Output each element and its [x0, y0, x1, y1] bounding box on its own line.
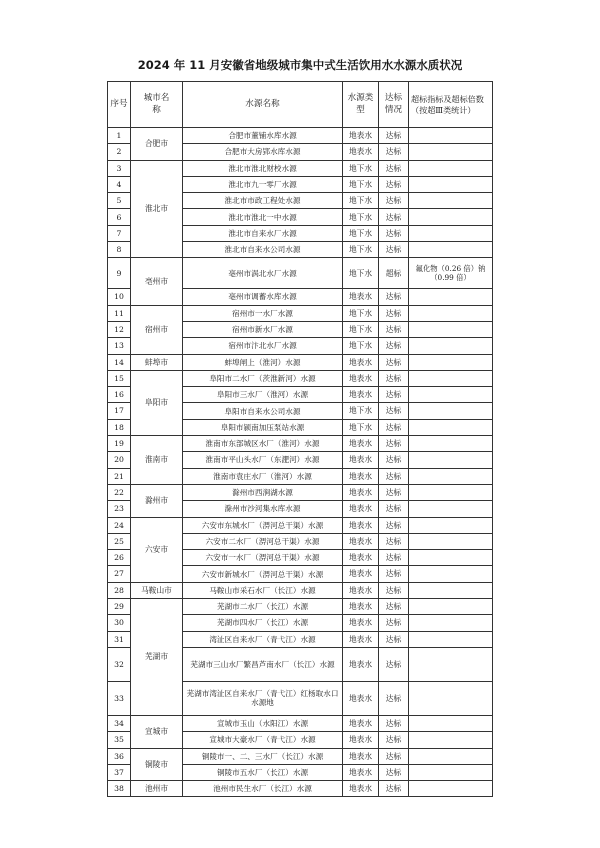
city-name: 芜湖市: [131, 599, 183, 716]
status-value: 达标: [379, 681, 409, 715]
water-quality-table: [107, 81, 493, 797]
source-type: 地下水: [343, 193, 379, 209]
source-type: 地表水: [343, 533, 379, 549]
row-number: 21: [108, 468, 131, 484]
source-type: 地表水: [343, 631, 379, 647]
source-type: 地下水: [343, 305, 379, 321]
source-type: 地下水: [343, 225, 379, 241]
source-type: 地下水: [343, 209, 379, 225]
exceed-note: [409, 305, 493, 321]
source-name: 六安市新城水厂（淠河总干渠）水源: [183, 566, 343, 582]
exceed-note: [409, 289, 493, 305]
exceed-note: [409, 193, 493, 209]
source-type: 地表水: [343, 128, 379, 144]
source-type: 地表水: [343, 764, 379, 780]
row-number: 11: [108, 305, 131, 321]
row-number: 36: [108, 748, 131, 764]
source-type: 地表水: [343, 647, 379, 681]
table-row: [108, 517, 493, 533]
exceed-note: [409, 436, 493, 452]
source-type: 地表水: [343, 781, 379, 797]
row-number: 29: [108, 599, 131, 615]
source-type: 地表水: [343, 501, 379, 517]
source-name: 芜湖市四水厂（长江）水源: [183, 615, 343, 631]
row-number: 1: [108, 128, 131, 144]
row-number: 19: [108, 436, 131, 452]
status-value: 达标: [379, 715, 409, 731]
source-name: 淮南市平山头水厂（东淝河）水源: [183, 452, 343, 468]
row-number: 20: [108, 452, 131, 468]
source-type: 地表水: [343, 436, 379, 452]
source-type: 地表水: [343, 550, 379, 566]
exceed-note: [409, 468, 493, 484]
row-number: 33: [108, 681, 131, 715]
status-value: 达标: [379, 225, 409, 241]
source-name: 蚌埠闸上（淮河）水源: [183, 354, 343, 370]
status-value: 达标: [379, 615, 409, 631]
exceed-note: [409, 321, 493, 337]
status-value: 达标: [379, 403, 409, 419]
row-number: 8: [108, 242, 131, 258]
row-number: 22: [108, 484, 131, 500]
exceed-note: [409, 550, 493, 566]
exceed-note: [409, 582, 493, 598]
city-name: 滁州市: [131, 484, 183, 517]
source-type: 地表水: [343, 615, 379, 631]
header-row: [108, 82, 493, 128]
exceed-note: [409, 387, 493, 403]
source-type: 地下水: [343, 242, 379, 258]
city-name: 亳州市: [131, 258, 183, 305]
exceed-note: [409, 338, 493, 354]
source-type: 地表水: [343, 484, 379, 500]
city-name: 铜陵市: [131, 748, 183, 781]
source-type: 地表水: [343, 732, 379, 748]
city-name: 六安市: [131, 517, 183, 582]
row-number: 30: [108, 615, 131, 631]
status-value: 达标: [379, 242, 409, 258]
status-value: 达标: [379, 176, 409, 192]
exceed-note: [409, 209, 493, 225]
source-type: 地表水: [343, 517, 379, 533]
status-value: 达标: [379, 338, 409, 354]
row-number: 24: [108, 517, 131, 533]
source-name: 阜阳市自来水公司水源: [183, 403, 343, 419]
exceed-note: [409, 631, 493, 647]
row-number: 27: [108, 566, 131, 582]
source-type: 地表水: [343, 354, 379, 370]
source-name: 池州市民生水厂（长江）水源: [183, 781, 343, 797]
source-name: 宣城市大豪水厂（青弋江）水源: [183, 732, 343, 748]
row-number: 5: [108, 193, 131, 209]
source-name: 阜阳市二水厂（茨淮新河）水源: [183, 370, 343, 386]
source-type: 地表水: [343, 387, 379, 403]
source-type: 地下水: [343, 338, 379, 354]
status-value: 达标: [379, 533, 409, 549]
row-number: 13: [108, 338, 131, 354]
exceed-note: [409, 452, 493, 468]
source-name: 亳州市涡北水厂水源: [183, 258, 343, 289]
status-value: 达标: [379, 566, 409, 582]
row-number: 9: [108, 258, 131, 289]
row-number: 17: [108, 403, 131, 419]
exceed-note: [409, 501, 493, 517]
source-name: 合肥市大房郢水库水源: [183, 144, 343, 160]
row-number: 2: [108, 144, 131, 160]
source-name: 马鞍山市采石水厂（长江）水源: [183, 582, 343, 598]
exceed-note: [409, 732, 493, 748]
exceed-note: [409, 354, 493, 370]
table-body: [108, 128, 493, 797]
header-exceed: 超标指标及超标倍数（按超Ⅲ类统计）: [409, 82, 493, 128]
status-value: 达标: [379, 764, 409, 780]
source-type: 地下水: [343, 419, 379, 435]
status-value: 达标: [379, 305, 409, 321]
city-name: 宣城市: [131, 715, 183, 748]
exceed-note: [409, 533, 493, 549]
status-value: 达标: [379, 631, 409, 647]
source-type: 地表水: [343, 468, 379, 484]
source-name: 湾沚区自来水厂（青弋江）水源: [183, 631, 343, 647]
exceed-note: [409, 715, 493, 731]
source-type: 地下水: [343, 160, 379, 176]
source-name: 滁州市西涧湖水源: [183, 484, 343, 500]
source-type: 地表水: [343, 748, 379, 764]
table-row: [108, 160, 493, 176]
source-name: 淮北市淮北一中水源: [183, 209, 343, 225]
status-value: 达标: [379, 452, 409, 468]
row-number: 15: [108, 370, 131, 386]
table-row: [108, 258, 493, 289]
source-name: 滁州市沙河集水库水源: [183, 501, 343, 517]
exceed-note: [409, 647, 493, 681]
header-source: 水源名称: [183, 82, 343, 128]
source-type: 地表水: [343, 566, 379, 582]
source-type: 地下水: [343, 176, 379, 192]
row-number: 16: [108, 387, 131, 403]
source-type: 地表水: [343, 582, 379, 598]
source-type: 地下水: [343, 258, 379, 289]
table-row: [108, 305, 493, 321]
status-value: 达标: [379, 468, 409, 484]
source-name: 宣城市玉山（水阳江）水源: [183, 715, 343, 731]
row-number: 37: [108, 764, 131, 780]
row-number: 35: [108, 732, 131, 748]
exceed-note: [409, 566, 493, 582]
header-no: 序号: [108, 82, 131, 128]
row-number: 18: [108, 419, 131, 435]
exceed-note: [409, 144, 493, 160]
table-row: [108, 748, 493, 764]
status-value: 达标: [379, 748, 409, 764]
status-value: 达标: [379, 732, 409, 748]
table-row: [108, 715, 493, 731]
exceed-note: [409, 419, 493, 435]
row-number: 14: [108, 354, 131, 370]
city-name: 淮南市: [131, 436, 183, 485]
row-number: 31: [108, 631, 131, 647]
header-city: 城市名称: [131, 82, 183, 128]
status-value: 达标: [379, 354, 409, 370]
source-type: 地表水: [343, 599, 379, 615]
exceed-note: [409, 403, 493, 419]
row-number: 7: [108, 225, 131, 241]
status-value: 达标: [379, 321, 409, 337]
exceed-note: [409, 764, 493, 780]
row-number: 12: [108, 321, 131, 337]
status-value: 达标: [379, 193, 409, 209]
status-value: 达标: [379, 599, 409, 615]
exceed-note: [409, 681, 493, 715]
status-value: 达标: [379, 647, 409, 681]
status-value: 达标: [379, 419, 409, 435]
exceed-note: [409, 748, 493, 764]
table-row: [108, 436, 493, 452]
source-name: 铜陵市一、二、三水厂（长江）水源: [183, 748, 343, 764]
source-name: 亳州市调蓄水库水源: [183, 289, 343, 305]
status-value: 超标: [379, 258, 409, 289]
source-name: 淮北市自来水厂水源: [183, 225, 343, 241]
source-type: 地表水: [343, 370, 379, 386]
status-value: 达标: [379, 160, 409, 176]
status-value: 达标: [379, 781, 409, 797]
city-name: 淮北市: [131, 160, 183, 258]
table-row: [108, 484, 493, 500]
row-number: 26: [108, 550, 131, 566]
city-name: 蚌埠市: [131, 354, 183, 370]
status-value: 达标: [379, 582, 409, 598]
source-name: 阜阳市颍南加压泵站水源: [183, 419, 343, 435]
row-number: 32: [108, 647, 131, 681]
table-row: [108, 354, 493, 370]
source-name: 六安市一水厂（淠河总干渠）水源: [183, 550, 343, 566]
source-name: 芜湖市三山水厂繁昌芦南水厂（长江）水源: [183, 647, 343, 681]
source-name: 铜陵市五水厂（长江）水源: [183, 764, 343, 780]
source-name: 宿州市新水厂水源: [183, 321, 343, 337]
city-name: 阜阳市: [131, 370, 183, 435]
status-value: 达标: [379, 144, 409, 160]
source-type: 地下水: [343, 403, 379, 419]
row-number: 25: [108, 533, 131, 549]
status-value: 达标: [379, 387, 409, 403]
table-row: [108, 781, 493, 797]
row-number: 23: [108, 501, 131, 517]
city-name: 宿州市: [131, 305, 183, 354]
source-name: 宿州市一水厂水源: [183, 305, 343, 321]
status-value: 达标: [379, 289, 409, 305]
status-value: 达标: [379, 209, 409, 225]
status-value: 达标: [379, 501, 409, 517]
table-row: [108, 582, 493, 598]
status-value: 达标: [379, 128, 409, 144]
source-name: 宿州市汴北水厂水源: [183, 338, 343, 354]
row-number: 6: [108, 209, 131, 225]
row-number: 34: [108, 715, 131, 731]
source-name: 淮北市自来水公司水源: [183, 242, 343, 258]
source-name: 淮北市市政工程处水源: [183, 193, 343, 209]
exceed-note: [409, 484, 493, 500]
exceed-note: [409, 517, 493, 533]
header-type: 水源类型: [343, 82, 379, 128]
page-title: 2024 年 11 月安徽省地级城市集中式生活饮用水水源水质状况: [137, 58, 463, 72]
exceed-note: [409, 599, 493, 615]
source-name: 淮北市九一零厂水源: [183, 176, 343, 192]
exceed-note: [409, 225, 493, 241]
source-name: 淮北市淮北财校水源: [183, 160, 343, 176]
table-row: [108, 128, 493, 144]
source-name: 六安市东城水厂（淠河总干渠）水源: [183, 517, 343, 533]
table-row: [108, 599, 493, 615]
exceed-note: 氟化物（0.26 倍）钠（0.99 倍）: [409, 258, 493, 289]
exceed-note: [409, 370, 493, 386]
row-number: 10: [108, 289, 131, 305]
row-number: 3: [108, 160, 131, 176]
status-value: 达标: [379, 550, 409, 566]
exceed-note: [409, 160, 493, 176]
exceed-note: [409, 781, 493, 797]
source-name: 淮南市袁庄水厂（淮河）水源: [183, 468, 343, 484]
city-name: 合肥市: [131, 128, 183, 161]
city-name: 马鞍山市: [131, 582, 183, 598]
source-type: 地下水: [343, 321, 379, 337]
row-number: 38: [108, 781, 131, 797]
source-type: 地表水: [343, 681, 379, 715]
row-number: 28: [108, 582, 131, 598]
row-number: 4: [108, 176, 131, 192]
source-name: 芜湖市湾沚区自来水厂（青弋江）红杨取水口水源地: [183, 681, 343, 715]
header-status: 达标情况: [379, 82, 409, 128]
source-type: 地表水: [343, 452, 379, 468]
status-value: 达标: [379, 484, 409, 500]
source-type: 地表水: [343, 144, 379, 160]
exceed-note: [409, 242, 493, 258]
source-name: 六安市二水厂（淠河总干渠）水源: [183, 533, 343, 549]
source-name: 合肥市董铺水库水源: [183, 128, 343, 144]
city-name: 池州市: [131, 781, 183, 797]
source-name: 芜湖市二水厂（长江）水源: [183, 599, 343, 615]
status-value: 达标: [379, 370, 409, 386]
status-value: 达标: [379, 517, 409, 533]
exceed-note: [409, 176, 493, 192]
source-name: 淮南市东部城区水厂（淮河）水源: [183, 436, 343, 452]
status-value: 达标: [379, 436, 409, 452]
exceed-note: [409, 615, 493, 631]
table-row: [108, 370, 493, 386]
exceed-note: [409, 128, 493, 144]
source-type: 地表水: [343, 289, 379, 305]
source-name: 阜阳市三水厂（淮河）水源: [183, 387, 343, 403]
source-type: 地表水: [343, 715, 379, 731]
